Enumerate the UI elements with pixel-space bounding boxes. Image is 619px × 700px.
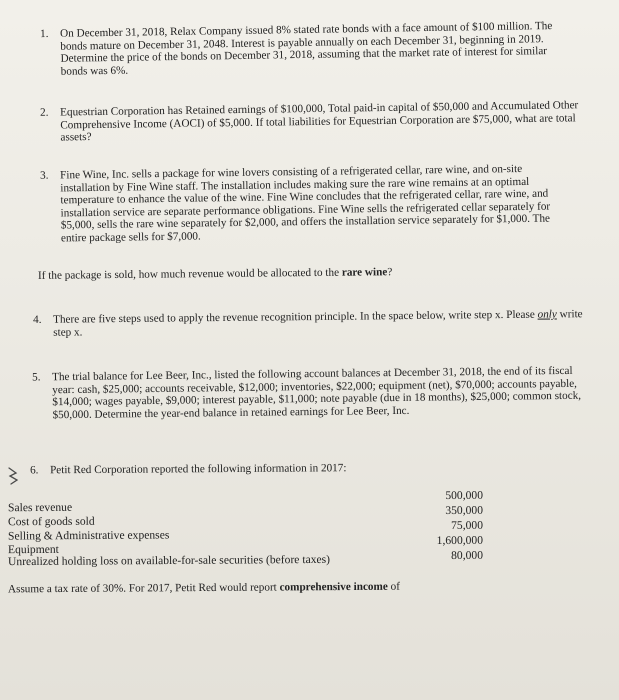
item-label: Sales revenue (7, 500, 73, 515)
question-text: On December 31, 2018, Relax Company issued 8% stated rate bonds with a face amount of $100 million. The bonds mature on December 31, 2048. Interest is payable annually on each December 31, beginning in 2019. Determine the price of the bonds on December 31, 2018, assuming that the market rate of interest for similar bonds was 6%. (60, 20, 553, 78)
question-5 (32, 364, 597, 421)
item-label: Cost of goods sold (7, 514, 95, 529)
question-number: 6. (30, 464, 39, 477)
item-value: 500,000 (445, 488, 484, 502)
question-number: 1. (40, 27, 49, 41)
question-4 (33, 308, 593, 339)
question-text: Fine Wine, Inc. sells a package for wine lovers consisting of a refrigerated cellar, rare wine, and on-site installation by Fine Wine staff. The installation includes making sure the rare wine remains at an optimal temperature to enhance the value of the wine. Fine Wine concludes that the refrigerated cellar, rare wine, and installation service are separate performance obligations. Fine Wine sells the refrigerated cellar separately for $5,000, sells the rare wine separately for $2,000, and offers the installation service separately for $1,000. The entire package sells for $7,000. (60, 162, 551, 245)
item-label: Selling & Administrative expenses (7, 528, 170, 543)
question-number: 4. (33, 313, 42, 326)
question-2 (40, 99, 580, 144)
item-label: Unrealized holding loss on available-for-sale securities (before taxes) (7, 552, 331, 569)
item-value: 350,000 (445, 503, 484, 517)
question-3 (40, 162, 570, 245)
item-value: 80,000 (451, 548, 484, 562)
question-number: 3. (40, 169, 49, 182)
question-3-prompt: If the package is sold, how much revenue would be allocated to the rare wine? (37, 266, 393, 282)
question-6 (30, 462, 430, 477)
question-1 (40, 20, 560, 78)
question-number: 5. (32, 371, 41, 384)
question-6-prompt: Assume a tax rate of 30%. For 2017, Petit Red would report comprehensive income of (7, 580, 400, 596)
item-value: 75,000 (451, 518, 484, 532)
item-label: Equipment (7, 542, 59, 557)
question-number: 2. (40, 106, 49, 119)
question-text: There are five steps used to apply the revenue recognition principle. In the space below, write step x. Please only write step x. (53, 308, 583, 339)
question-text: The trial balance for Lee Beer, Inc., listed the following account balances at December 31, 2018, the end of its fiscal year: cash, $25,000; accounts receivable, $12,000; inventories, $22,000; equipment (net), $70,000; accounts payable, $14,000; wages payable, $9,000; interest payable, $11,000; note payable (due in 18 months), $25,000; common stock, $50,000. Determine the year-end balance in retained earnings for Lee Beer, Inc. (52, 364, 582, 421)
question-text: Petit Red Corporation reported the following information in 2017: (50, 462, 347, 477)
item-value: 1,600,000 (436, 533, 484, 548)
question-text: Equestrian Corporation has Retained earnings of $100,000, Total paid-in capital of $50,000 and Accumulated Other Comprehensive Income (AOCI) of $5,000. If total liabilities for Equestrian Corporation are $75,000, what are total assets? (60, 99, 579, 144)
handwritten-mark-icon (6, 465, 24, 487)
